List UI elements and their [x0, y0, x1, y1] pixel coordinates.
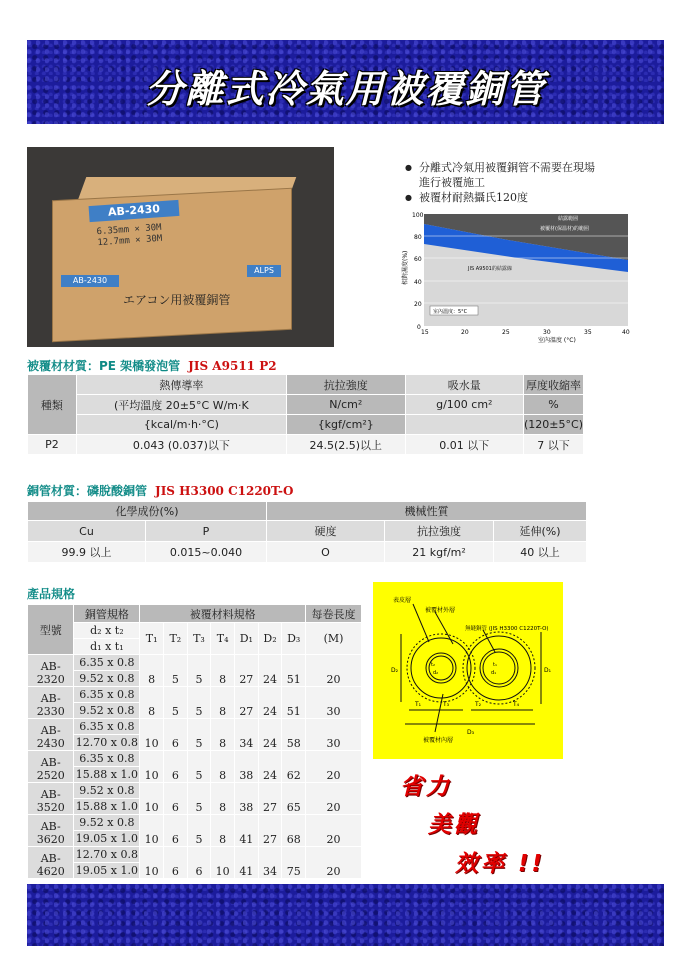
- pipe-small-cover: [411, 638, 471, 698]
- value-cell: 24: [258, 751, 282, 783]
- label-d-large: d₁: [491, 670, 497, 676]
- cover-material-table: [27, 374, 584, 455]
- value-cell: 10: [140, 751, 164, 783]
- value-cell: 68: [282, 815, 306, 847]
- header-hardness: 硬度: [267, 521, 385, 542]
- value-cell: 27: [234, 687, 258, 719]
- header-shrinkage-unit: %: [524, 395, 584, 415]
- copper-spec-cell: 12.70 x 0.8: [75, 848, 138, 861]
- header-shrinkage: 厚度收縮率: [524, 375, 584, 395]
- value-cell: 10: [140, 719, 164, 751]
- ytick: 20: [414, 301, 422, 308]
- section-label: 銅管材質：磷脫酸銅管: [27, 484, 148, 498]
- pipe-small-copper: [426, 653, 456, 683]
- header-d2: D₂: [258, 623, 282, 655]
- header-model: 型號: [28, 605, 74, 655]
- header-shrinkage-cond: (120±5°C): [524, 415, 584, 435]
- value-cell: 5: [187, 655, 211, 687]
- value-cell: 27: [234, 655, 258, 687]
- value-cell: 5: [187, 751, 211, 783]
- header-t2: T₂: [164, 623, 188, 655]
- copper-spec-cell: 15.88 x 1.0: [75, 800, 138, 813]
- header-tensile-unit: N/cm²: [286, 395, 405, 415]
- copper-spec-cell: 19.05 x 1.0: [75, 832, 138, 845]
- value-cell: 58: [282, 719, 306, 751]
- section-standard: JIS H3300 C1220T-O: [155, 484, 294, 498]
- section-label: 被覆材材質：PE 架橋發泡管: [27, 359, 181, 373]
- value-cell: 6: [187, 847, 211, 879]
- box-label: AB-2430: [89, 200, 180, 222]
- ytick: 80: [414, 234, 422, 241]
- copper-spec-cell: 6.35 x 0.8: [74, 719, 140, 735]
- humidity-graph: [398, 210, 634, 345]
- header-tensile-unit-2: {kgf/cm²}: [286, 415, 405, 435]
- copper-spec-cell: 9.52 x 0.8: [74, 703, 140, 719]
- copper-spec-cell: 19.05 x 1.0: [75, 864, 138, 877]
- header-tensile: 抗拉強度: [385, 521, 494, 542]
- ytick: 60: [414, 256, 422, 263]
- header-type: 種類: [28, 375, 77, 435]
- section-standard: JIS A9511 P2: [188, 359, 277, 373]
- cell: 7 以下: [524, 435, 584, 455]
- xtick: 25: [502, 329, 510, 336]
- cell: 99.9 以上: [28, 542, 146, 563]
- legend-condensation: 結露範囲: [558, 216, 579, 222]
- value-cell: 20: [306, 815, 362, 847]
- table-row: [28, 435, 584, 455]
- label-surface: 表皮層: [393, 597, 412, 604]
- value-cell: 24: [258, 655, 282, 687]
- label-outer: 被覆材外層: [425, 607, 456, 614]
- feature-item-continued: 進行被覆施工: [419, 176, 485, 189]
- label-d1: D₁: [544, 667, 552, 674]
- header-cu: Cu: [28, 521, 146, 542]
- xtick: 20: [461, 329, 469, 336]
- xtick: 15: [421, 329, 429, 336]
- value-cell: 8: [211, 783, 235, 815]
- value-cell: 8: [211, 719, 235, 751]
- value-cell: 24: [258, 687, 282, 719]
- value-cell: 5: [164, 687, 188, 719]
- cell: 0.015~0.040: [146, 542, 267, 563]
- copper-spec-cell: 6.35 x 0.8: [74, 655, 140, 671]
- box-brand: ALPS: [247, 265, 281, 277]
- header-length: 每卷長度: [306, 605, 362, 623]
- header-tensile: 抗拉強度: [286, 375, 405, 395]
- header-mechanical: 機械性質: [267, 502, 587, 521]
- value-cell: 51: [282, 687, 306, 719]
- value-cell: 6: [164, 719, 188, 751]
- value-cell: 30: [306, 687, 362, 719]
- value-cell: 24: [258, 719, 282, 751]
- header-conductivity-sub: (平均溫度 20±5°C W/m·K: [76, 395, 286, 415]
- feature-item: ● 被覆材耐熱攝氏120度: [405, 190, 655, 205]
- value-cell: 20: [306, 655, 362, 687]
- value-cell: 65: [282, 783, 306, 815]
- copper-spec-cell: 6.35 x 0.8: [74, 687, 140, 703]
- copper-spec-cell: 6.35 x 0.8: [74, 751, 140, 767]
- ytick: 40: [414, 279, 422, 286]
- value-cell: 6: [164, 815, 188, 847]
- cell: O: [267, 542, 385, 563]
- legend-insulation: 被覆材(保温材)的範囲: [540, 226, 589, 232]
- model-cell: AB-2320: [28, 655, 74, 687]
- value-cell: 6: [164, 751, 188, 783]
- value-cell: 27: [258, 783, 282, 815]
- label-d2: D₂: [391, 667, 399, 674]
- value-cell: 41: [234, 815, 258, 847]
- model-cell: AB-2520: [28, 751, 74, 783]
- spec-table-body: [28, 655, 362, 879]
- section-product-spec: [27, 585, 75, 602]
- product-photo: [27, 147, 334, 347]
- model-cell: AB-2430: [28, 719, 74, 751]
- header-chemical: 化學成份(%): [28, 502, 267, 521]
- pipe-large-cover: [467, 636, 531, 700]
- value-cell: 5: [187, 719, 211, 751]
- ytick: 100: [412, 212, 424, 219]
- value-cell: 34: [258, 847, 282, 879]
- graph-annotation: JIS A9501的結露線: [468, 266, 512, 272]
- value-cell: 8: [211, 655, 235, 687]
- model-cell: AB-3520: [28, 783, 74, 815]
- value-cell: 51: [282, 655, 306, 687]
- xtick: 40: [622, 329, 630, 336]
- header-copper-sub2: d₁ x t₁: [74, 639, 140, 655]
- ytick: 0: [417, 324, 421, 331]
- table-row: [28, 719, 362, 735]
- value-cell: 41: [234, 847, 258, 879]
- label-copper: 無縫銅管 (JIS H3300 C1220T-O): [465, 626, 549, 632]
- footer-banner: [27, 884, 664, 946]
- graph-xlabel: 室內溫度 (°C): [538, 337, 576, 344]
- value-cell: 30: [306, 719, 362, 751]
- value-cell: 20: [306, 783, 362, 815]
- label-d-small: d₂: [433, 670, 439, 676]
- header-elongation: 延伸(%): [494, 521, 587, 542]
- graph-ylabel: 相對濕度(%): [402, 250, 409, 285]
- value-cell: 10: [140, 783, 164, 815]
- header-d1: D₁: [234, 623, 258, 655]
- feature-item: ● 分離式冷氣用被覆銅管不需要在現場: [405, 160, 655, 175]
- pipe-large-copper: [480, 649, 518, 687]
- header-banner: [27, 40, 664, 124]
- value-cell: 8: [211, 751, 235, 783]
- cell: 21 kgf/m²: [385, 542, 494, 563]
- value-cell: 10: [211, 847, 235, 879]
- header-absorption: 吸水量: [405, 375, 523, 395]
- table-row: [28, 751, 362, 767]
- value-cell: 27: [258, 815, 282, 847]
- table-row: [28, 655, 362, 671]
- copper-spec-cell: 9.52 x 0.8: [74, 815, 140, 831]
- label-d3: D₃: [467, 729, 475, 736]
- feature-list: [405, 160, 655, 205]
- label-t2: T₂: [475, 701, 482, 708]
- copper-spec-cell: 9.52 x 0.8: [74, 783, 140, 799]
- model-cell: AB-2330: [28, 687, 74, 719]
- section-label: 產品規格: [27, 587, 76, 601]
- label-t4: T₄: [513, 701, 520, 708]
- header-copper-sub1: d₂ x t₂: [74, 623, 140, 639]
- header-t4: T₄: [211, 623, 235, 655]
- graph-note: 室內溫度：5°C: [433, 309, 468, 315]
- value-cell: 6: [164, 847, 188, 879]
- value-cell: 75: [282, 847, 306, 879]
- pipe-outer-dashed: [407, 634, 475, 702]
- table-row: [28, 847, 362, 863]
- header-length-unit: (M): [306, 623, 362, 655]
- box-front-label: AB-2430: [61, 275, 119, 287]
- box-sizes: 6.35mm × 30M 12.7mm × 30M: [96, 222, 163, 249]
- cell: 0.043 (0.037)以下: [76, 435, 286, 455]
- xtick: 30: [543, 329, 551, 336]
- slogan-labor-saving: 省力: [400, 774, 452, 800]
- copper-spec-cell: 12.70 x 0.8: [75, 736, 138, 749]
- value-cell: 5: [187, 783, 211, 815]
- label-t1: T₁: [415, 701, 422, 708]
- label-t-small: t₂: [431, 662, 435, 668]
- value-cell: 10: [140, 847, 164, 879]
- copper-spec-cell: 9.52 x 0.8: [74, 671, 140, 687]
- value-cell: 10: [140, 815, 164, 847]
- section-cover-material: [27, 357, 277, 374]
- copper-material-table: [27, 501, 587, 563]
- value-cell: 5: [187, 687, 211, 719]
- header-t1: T₁: [140, 623, 164, 655]
- value-cell: 8: [140, 655, 164, 687]
- value-cell: 62: [282, 751, 306, 783]
- page-title: 分離式冷氣用被覆銅管: [145, 67, 546, 111]
- value-cell: 34: [234, 719, 258, 751]
- copper-spec-cell: 15.88 x 1.0: [75, 768, 138, 781]
- header-conductivity: 熱傳導率: [76, 375, 286, 395]
- box-product-name: エアコン用被覆銅管: [123, 293, 231, 307]
- header-copper-spec: 銅管規格: [74, 605, 140, 623]
- value-cell: 5: [187, 815, 211, 847]
- pipe-cross-section-diagram: [373, 582, 563, 759]
- value-cell: 8: [140, 687, 164, 719]
- header-d3: D₃: [282, 623, 306, 655]
- slogan-aesthetic: 美觀: [428, 812, 480, 838]
- model-cell: AB-4620: [28, 847, 74, 879]
- table-row: [28, 542, 587, 563]
- cell: P2: [28, 435, 77, 455]
- value-cell: 8: [211, 815, 235, 847]
- value-cell: 8: [211, 687, 235, 719]
- table-row: [28, 783, 362, 799]
- value-cell: 38: [234, 783, 258, 815]
- header-p: P: [146, 521, 267, 542]
- header-conductivity-unit: {kcal/m·h·°C): [76, 415, 286, 435]
- label-t-large: t₁: [493, 662, 497, 668]
- cell: 24.5(2.5)以上: [286, 435, 405, 455]
- cell: 0.01 以下: [405, 435, 523, 455]
- slogan-efficiency: 效率 !!: [455, 851, 545, 877]
- section-copper-material: [27, 482, 293, 499]
- xtick: 35: [584, 329, 592, 336]
- table-row: [28, 815, 362, 831]
- header-cover-spec: 被覆材料規格: [140, 605, 306, 623]
- header-absorption-unit: g/100 cm²: [405, 395, 523, 415]
- label-inner: 被覆材內層: [423, 737, 454, 744]
- value-cell: 20: [306, 847, 362, 879]
- pipe-large-dashed: [463, 632, 535, 704]
- value-cell: 20: [306, 751, 362, 783]
- table-row: [28, 687, 362, 703]
- model-cell: AB-3620: [28, 815, 74, 847]
- value-cell: 5: [164, 655, 188, 687]
- value-cell: 6: [164, 783, 188, 815]
- value-cell: 38: [234, 751, 258, 783]
- label-t3: T₃: [443, 701, 450, 708]
- header-t3: T₃: [187, 623, 211, 655]
- product-spec-table: [27, 604, 362, 879]
- cell: 40 以上: [494, 542, 587, 563]
